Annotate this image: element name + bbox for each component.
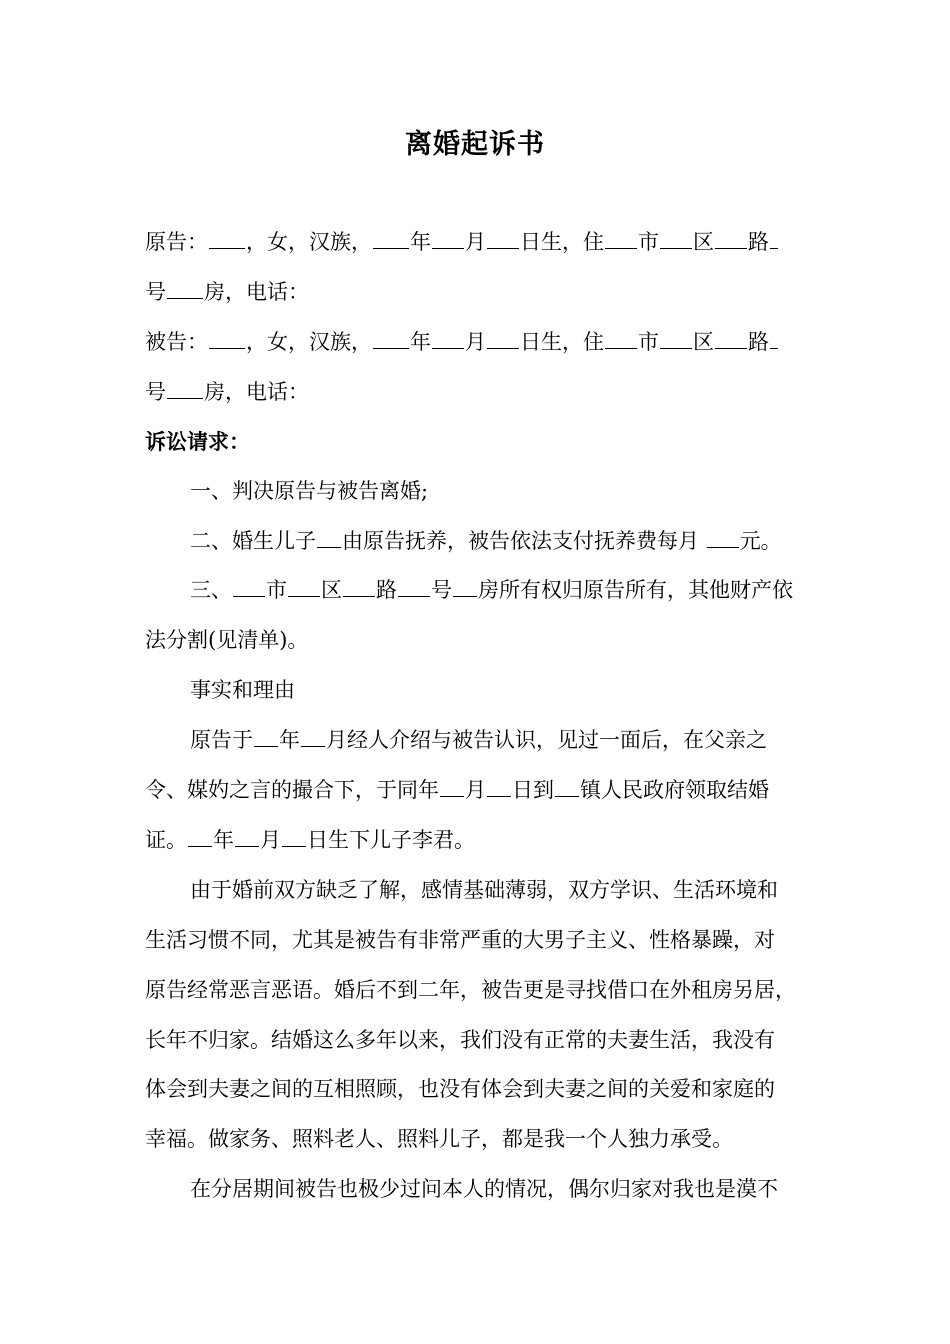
blank-field	[660, 228, 692, 249]
claim-3-line-2: 法分割(见清单)。	[145, 628, 309, 652]
text: 年	[213, 828, 234, 852]
blank-field	[167, 278, 203, 299]
fact-1-line-3	[145, 826, 475, 854]
text: 号	[145, 280, 166, 304]
plaintiff-line-1	[145, 228, 779, 256]
text: 年	[410, 330, 431, 354]
text: 镇人民政府领取结婚	[580, 778, 769, 802]
blank-field	[555, 776, 579, 797]
text: 路	[748, 230, 769, 254]
paragraph-2-line-4: 长年不归家。结婚这么多年以来，我们没有正常的夫妻生活，我没有	[145, 1028, 775, 1052]
text: 号	[431, 578, 452, 602]
blank-field	[453, 576, 477, 597]
blank-field	[432, 228, 464, 249]
blank-field	[398, 576, 430, 597]
text: 号	[145, 380, 166, 404]
blank-field	[317, 527, 341, 548]
text: 令、媒妁之言的撮合下，于同年	[145, 778, 439, 802]
text: 区	[693, 330, 714, 354]
blank-field	[432, 328, 464, 349]
paragraph-2-line-6: 幸福。做家务、照料老人、照料儿子，都是我一个人独力承受。	[145, 1127, 733, 1151]
blank-field	[301, 726, 325, 747]
blank-field	[770, 228, 778, 249]
blank-field	[440, 776, 464, 797]
blank-field	[282, 826, 306, 847]
text: 区	[321, 578, 342, 602]
blank-field	[209, 228, 245, 249]
text: 二、婚生儿子	[190, 529, 316, 553]
text: 房所有权归原告所有，其他财产依	[478, 578, 793, 602]
defendant-line-2	[145, 378, 309, 406]
text: 路	[376, 578, 397, 602]
text: 原告于	[190, 728, 253, 752]
paragraph-2-line-2: 生活习惯不同，尤其是被告有非常严重的大男子主义、性格暴躁，对	[145, 928, 775, 952]
blank-field	[487, 328, 519, 349]
text: 路	[748, 330, 769, 354]
facts-heading: 事实和理由	[190, 678, 295, 702]
defendant-line-1	[145, 328, 779, 356]
blank-field	[188, 826, 212, 847]
text: 证。	[145, 828, 187, 852]
blank-field	[167, 378, 203, 399]
blank-field	[235, 826, 259, 847]
blank-field	[660, 328, 692, 349]
blank-field	[605, 228, 637, 249]
text: 市	[266, 578, 287, 602]
fact-1-line-2	[145, 776, 769, 804]
blank-field	[487, 776, 511, 797]
text: 日生下儿子李君。	[307, 828, 475, 852]
plaintiff-line-2	[145, 278, 309, 306]
text: 月	[465, 778, 486, 802]
blank-field	[373, 228, 409, 249]
text: 日生，住	[520, 230, 604, 254]
defendant-label: 被告：	[145, 330, 208, 354]
claim-1: 一、判决原告与被告离婚;	[190, 479, 429, 503]
blank-field	[770, 328, 778, 349]
blank-field	[209, 328, 245, 349]
text: 房，电话：	[204, 280, 309, 304]
fact-1-line-1	[190, 726, 767, 754]
blank-field	[233, 576, 265, 597]
paragraph-2-line-5: 体会到夫妻之间的互相照顾，也没有体会到夫妻之间的关爱和家庭的	[145, 1077, 775, 1101]
text: 由原告抚养，被告依法支付抚养费每月	[342, 529, 706, 553]
text: 房，电话：	[204, 380, 309, 404]
claim-2	[190, 527, 782, 555]
blank-field	[487, 228, 519, 249]
text: 市	[638, 330, 659, 354]
document-title: 离婚起诉书	[405, 129, 545, 160]
text: 市	[638, 230, 659, 254]
paragraph-3-line-1: 在分居期间被告也极少过问本人的情况，偶尔归家对我也是漠不	[190, 1177, 778, 1201]
paragraph-2-line-1: 由于婚前双方缺乏了解，感情基础薄弱，双方学识、生活环境和	[190, 878, 778, 902]
blank-field	[343, 576, 375, 597]
claim-3-line-1	[190, 576, 793, 604]
blank-field	[715, 328, 747, 349]
blank-field	[605, 328, 637, 349]
text: 年	[279, 728, 300, 752]
text: ，女，汉族，	[246, 230, 372, 254]
paragraph-2-line-3: 原告经常恶言恶语。婚后不到二年，被告更是寻找借口在外租房另居，	[145, 978, 796, 1002]
text: 日生，住	[520, 330, 604, 354]
text: 月	[260, 828, 281, 852]
blank-field	[254, 726, 278, 747]
plaintiff-label: 原告：	[145, 230, 208, 254]
text: 元。	[739, 529, 782, 553]
text: 年	[410, 230, 431, 254]
blank-field	[707, 527, 739, 548]
blank-field	[715, 228, 747, 249]
text: 日到	[512, 778, 554, 802]
blank-field	[288, 576, 320, 597]
text: 三、	[190, 578, 232, 602]
claims-heading: 诉讼请求：	[145, 429, 250, 454]
text: 月经人介绍与被告认识，见过一面后，在父亲之	[326, 728, 767, 752]
text: 区	[693, 230, 714, 254]
text: 月	[465, 330, 486, 354]
text: ，女，汉族，	[246, 330, 372, 354]
text: 月	[465, 230, 486, 254]
blank-field	[373, 328, 409, 349]
